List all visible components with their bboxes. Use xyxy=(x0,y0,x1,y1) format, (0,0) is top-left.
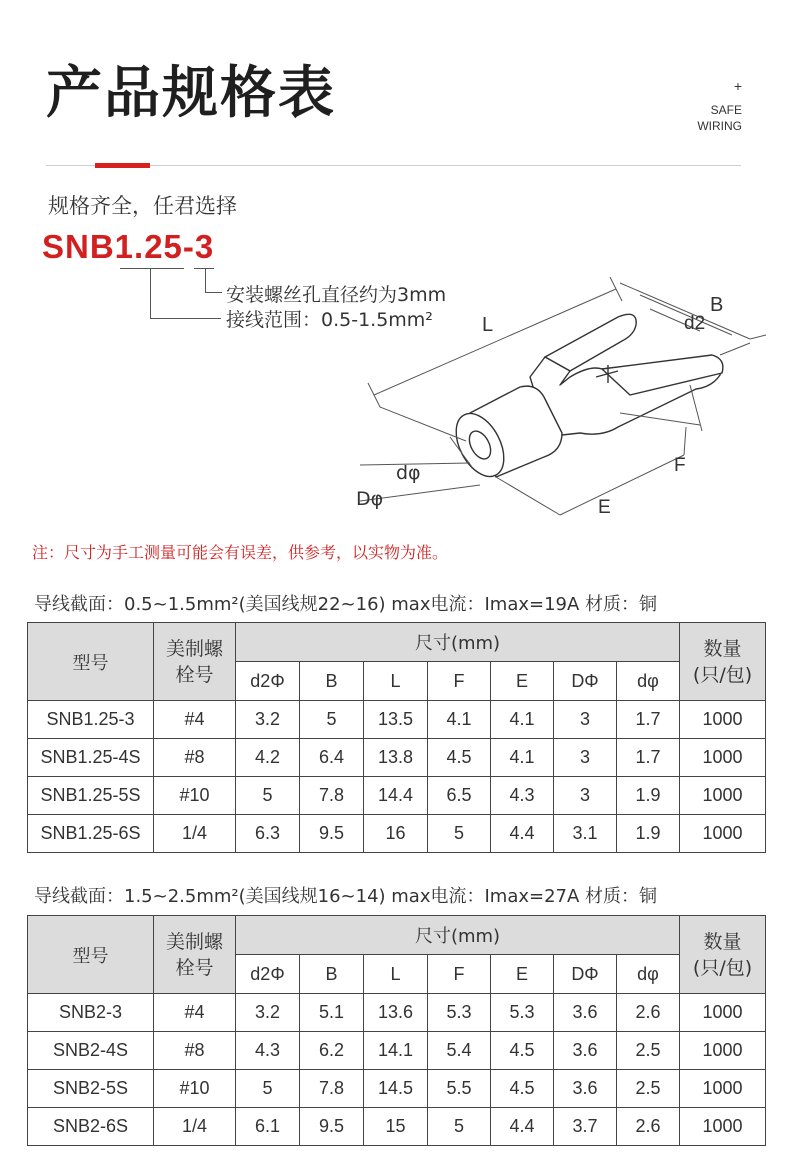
table-cell: 5 xyxy=(300,701,364,739)
table-cell: 1/4 xyxy=(154,1108,236,1146)
table-cell: 1000 xyxy=(680,701,766,739)
table-cell: 13.5 xyxy=(364,701,428,739)
header-bolt-line2: 栓号 xyxy=(175,956,214,979)
dim-label-dphi: dφ xyxy=(396,462,421,484)
dim-label-F: F xyxy=(674,455,686,476)
table-cell: 5.4 xyxy=(428,1032,491,1070)
model-code: SNB1.25-3 xyxy=(42,228,215,265)
table-row xyxy=(28,1070,766,1108)
dim-label-d2: d2 xyxy=(684,313,706,334)
table-cell: #10 xyxy=(154,777,236,815)
table-cell: 13.8 xyxy=(364,739,428,777)
table-cell: 5 xyxy=(428,815,491,853)
table-row xyxy=(28,994,766,1032)
table-row xyxy=(28,1108,766,1146)
header-bolt xyxy=(154,623,236,701)
table-cell: #4 xyxy=(154,994,236,1032)
note-hole-diameter: 安装螺丝孔直径约为3mm xyxy=(226,284,447,306)
col-header: L xyxy=(364,955,428,994)
col-header: dφ xyxy=(617,662,680,701)
table-cell: 3.7 xyxy=(554,1108,617,1146)
col-header: L xyxy=(364,662,428,701)
col-header: d2Φ xyxy=(236,955,300,994)
table-cell: 3.2 xyxy=(236,701,300,739)
table-cell: 2.6 xyxy=(617,1108,680,1146)
table-cell: 1.9 xyxy=(617,815,680,853)
table-cell: 7.8 xyxy=(300,777,364,815)
table-cell: 6.5 xyxy=(428,777,491,815)
brand-line-1: SAFE xyxy=(710,103,742,117)
spec-table-1 xyxy=(27,622,766,853)
table-cell: 1000 xyxy=(680,777,766,815)
header-dimensions: 尺寸(mm) xyxy=(236,916,680,955)
col-header: DΦ xyxy=(554,955,617,994)
table-cell: 1000 xyxy=(680,815,766,853)
table-cell: 9.5 xyxy=(300,815,364,853)
table1-spec: 导线截面：0.5~1.5mm²(美国线规22~16) max电流：Imax=19A 材质：铜 xyxy=(34,594,658,615)
col-header: F xyxy=(428,955,491,994)
table-cell: 5.3 xyxy=(428,994,491,1032)
table-cell: 2.5 xyxy=(617,1070,680,1108)
page-title: 产品规格表 xyxy=(46,61,336,126)
table-cell: SNB2-6S xyxy=(28,1108,154,1146)
table-cell: 1000 xyxy=(680,1108,766,1146)
table-cell: 5 xyxy=(236,777,300,815)
col-header: DΦ xyxy=(554,662,617,701)
table-cell: 5 xyxy=(428,1108,491,1146)
subtitle: 规格齐全，任君选择 xyxy=(48,194,237,218)
table-cell: 3.1 xyxy=(554,815,617,853)
table-cell: 4.5 xyxy=(491,1032,554,1070)
table-row xyxy=(28,815,766,853)
table-cell: 4.1 xyxy=(491,701,554,739)
table-cell: #4 xyxy=(154,701,236,739)
table-cell: #10 xyxy=(154,1070,236,1108)
table-cell: 3.2 xyxy=(236,994,300,1032)
header-qty-line1: 数量 xyxy=(703,930,742,953)
dim-label-L: L xyxy=(482,314,494,336)
measurement-warning: 注：尺寸为手工测量可能会有误差，供参考，以实物为准。 xyxy=(32,543,449,562)
table-cell: 2.6 xyxy=(617,994,680,1032)
table-cell: 15 xyxy=(364,1108,428,1146)
col-header: E xyxy=(491,662,554,701)
table-cell: #8 xyxy=(154,739,236,777)
header-bolt-line1: 美制螺 xyxy=(165,637,223,660)
header-qty-line2: (只/包) xyxy=(692,663,753,686)
table-cell: 5.5 xyxy=(428,1070,491,1108)
spec-table-2 xyxy=(27,915,766,1146)
table-cell: 1/4 xyxy=(154,815,236,853)
table-cell: 1000 xyxy=(680,1070,766,1108)
header-model: 型号 xyxy=(28,916,154,994)
col-header: F xyxy=(428,662,491,701)
table-cell: 13.6 xyxy=(364,994,428,1032)
col-header: B xyxy=(300,955,364,994)
col-header: B xyxy=(300,662,364,701)
header-quantity xyxy=(680,916,766,994)
header-bolt xyxy=(154,916,236,994)
table2-spec: 导线截面：1.5~2.5mm²(美国线规16~14) max电流：Imax=27A 材质：铜 xyxy=(34,886,658,907)
brand-logo xyxy=(697,78,742,134)
table-cell: 4.1 xyxy=(428,701,491,739)
table-cell: 6.4 xyxy=(300,739,364,777)
header-qty-line2: (只/包) xyxy=(692,956,753,979)
table-cell: 6.3 xyxy=(236,815,300,853)
table-cell: 3 xyxy=(554,739,617,777)
table-row xyxy=(28,1032,766,1070)
table-row xyxy=(28,701,766,739)
table-cell: 3.6 xyxy=(554,1032,617,1070)
table-cell: 3 xyxy=(554,777,617,815)
brand-line-2: WIRING xyxy=(697,119,742,133)
table-cell: 14.1 xyxy=(364,1032,428,1070)
plus-icon: + xyxy=(733,78,742,94)
table-cell: SNB1.25-3 xyxy=(28,701,154,739)
table-row xyxy=(28,739,766,777)
table-cell: 5.1 xyxy=(300,994,364,1032)
table-cell: 5.3 xyxy=(491,994,554,1032)
table-cell: 9.5 xyxy=(300,1108,364,1146)
col-header: dφ xyxy=(617,955,680,994)
table-cell: 14.5 xyxy=(364,1070,428,1108)
table-cell: 4.1 xyxy=(491,739,554,777)
table-cell: 2.5 xyxy=(617,1032,680,1070)
table-cell: 5 xyxy=(236,1070,300,1108)
col-header: d2Φ xyxy=(236,662,300,701)
dim-label-B: B xyxy=(710,294,724,316)
table-cell: 4.5 xyxy=(491,1070,554,1108)
col-header: E xyxy=(491,955,554,994)
table-cell: 3.6 xyxy=(554,1070,617,1108)
table-row xyxy=(28,777,766,815)
table-cell: 4.4 xyxy=(491,815,554,853)
table-cell: 3 xyxy=(554,701,617,739)
header-qty-line1: 数量 xyxy=(703,637,742,660)
table-cell: SNB1.25-4S xyxy=(28,739,154,777)
table-cell: 6.2 xyxy=(300,1032,364,1070)
header-bolt-line2: 栓号 xyxy=(175,663,214,686)
terminal-diagram xyxy=(340,265,790,535)
note-wire-range: 接线范围：0.5-1.5mm² xyxy=(226,309,433,331)
table-cell: SNB1.25-6S xyxy=(28,815,154,853)
fork-upper-arm xyxy=(545,314,636,371)
table-cell: SNB2-3 xyxy=(28,994,154,1032)
table-cell: 1000 xyxy=(680,1032,766,1070)
table-cell: 3.6 xyxy=(554,994,617,1032)
table-cell: 4.3 xyxy=(491,777,554,815)
table-cell: 1.9 xyxy=(617,777,680,815)
header-accent-bar xyxy=(95,163,150,168)
table-cell: SNB2-4S xyxy=(28,1032,154,1070)
dim-label-E: E xyxy=(598,497,611,518)
table-cell: 6.1 xyxy=(236,1108,300,1146)
table-cell: 16 xyxy=(364,815,428,853)
table-cell: 4.5 xyxy=(428,739,491,777)
table-cell: 4.3 xyxy=(236,1032,300,1070)
table-cell: #8 xyxy=(154,1032,236,1070)
table-cell: 1.7 xyxy=(617,739,680,777)
table-cell: 1.7 xyxy=(617,701,680,739)
table-cell: 14.4 xyxy=(364,777,428,815)
header-dimensions: 尺寸(mm) xyxy=(236,623,680,662)
header-divider xyxy=(46,165,741,166)
header-bolt-line1: 美制螺 xyxy=(165,930,223,953)
leader-range xyxy=(150,268,221,319)
table-cell: 4.4 xyxy=(491,1108,554,1146)
table-cell: SNB1.25-5S xyxy=(28,777,154,815)
table-cell: 4.2 xyxy=(236,739,300,777)
header-model: 型号 xyxy=(28,623,154,701)
dim-label-Dphi: Dφ xyxy=(356,488,384,510)
table-cell: SNB2-5S xyxy=(28,1070,154,1108)
table-cell: 1000 xyxy=(680,739,766,777)
table-cell: 1000 xyxy=(680,994,766,1032)
header-quantity xyxy=(680,623,766,701)
table-cell: 7.8 xyxy=(300,1070,364,1108)
